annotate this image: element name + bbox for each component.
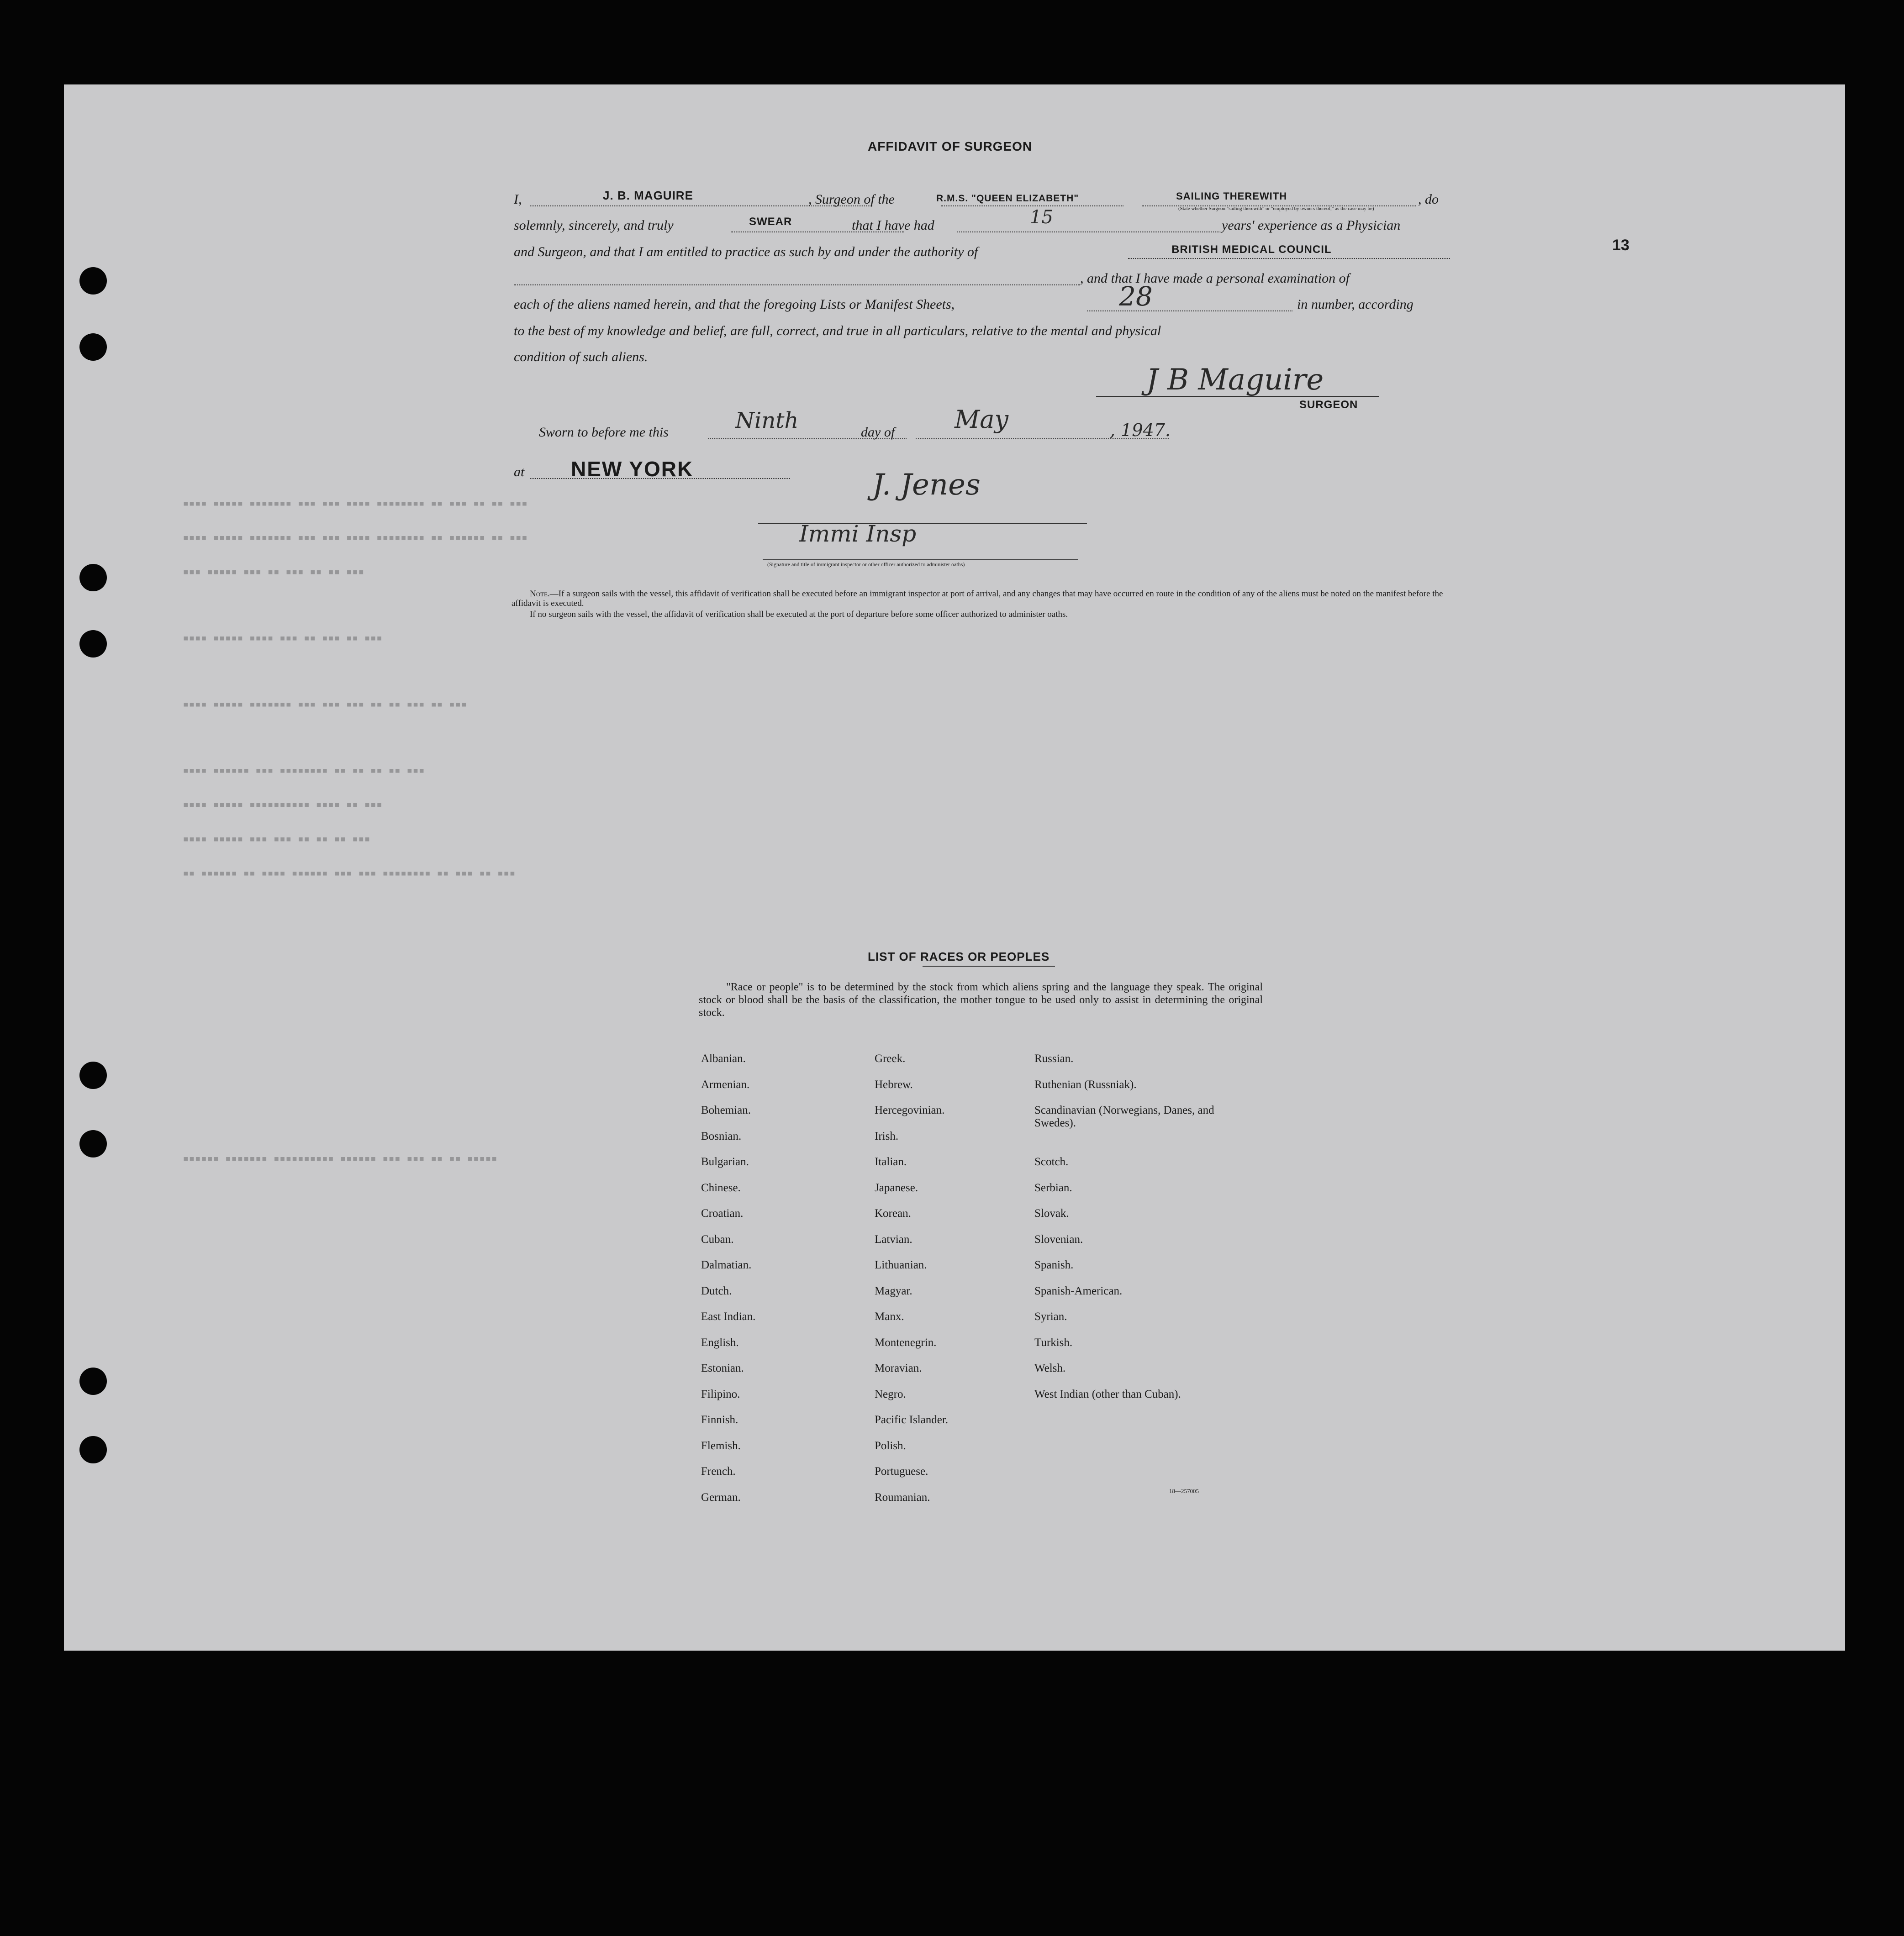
race-item: Chinese. (701, 1181, 741, 1194)
punch-hole (79, 267, 107, 295)
race-item: Filipino. (701, 1388, 740, 1400)
race-item: Latvian. (875, 1233, 912, 1246)
race-item: Hebrew. (875, 1078, 913, 1091)
sailing-note: (State whether Surgeon "sailing therewith" or "employed by owners thereof," as the case may be) (1178, 206, 1374, 211)
punch-hole (79, 1130, 107, 1157)
race-item: English. (701, 1336, 739, 1349)
punch-hole (79, 1368, 107, 1395)
race-item: East Indian. (701, 1310, 756, 1323)
form-number: 18—257005 (1169, 1488, 1199, 1494)
line4-text: , and that I have made a personal examination of (1080, 271, 1350, 286)
races-intro: "Race or people" is to be determined by the stock from which aliens spring and the language they speak. The original stock or blood shall be the basis of the classification, the mother tongue to be used only to assist in determining the original stock. (699, 981, 1263, 1019)
race-item: Estonian. (701, 1362, 744, 1374)
race-item: Spanish-American. (1034, 1284, 1123, 1297)
affidavit-title: AFFIDAVIT OF SURGEON (868, 139, 1033, 153)
sworn-day: Ninth (735, 408, 799, 433)
race-item: Manx. (875, 1310, 904, 1323)
race-item: Spanish. (1034, 1259, 1074, 1271)
race-item: Finnish. (701, 1414, 738, 1426)
race-item: Greek. (875, 1052, 906, 1065)
note-label: Note. (530, 589, 550, 599)
years-line (957, 231, 1219, 232)
race-item: Japanese. (875, 1181, 918, 1194)
race-item: Moravian. (875, 1362, 922, 1374)
officer-caption: (Signature and title of immigrant inspector or other officer authorized to administer oaths) (767, 561, 965, 568)
punch-hole (79, 333, 107, 361)
race-item: Croatian. (701, 1207, 744, 1220)
race-item: Hercegovinian. (875, 1104, 945, 1116)
oath-word: SWEAR (749, 216, 792, 228)
line7-text: condition of such aliens. (514, 349, 648, 364)
punch-hole (79, 1062, 107, 1089)
note-text-1: —If a surgeon sails with the vessel, this affidavit of verification shall be executed before an immigrant inspector at port of arrival, and any changes that may have occurred en route in the condition of any of the aliens must be noted on the manifest before the affidavit is executed. (512, 589, 1443, 608)
race-item: Irish. (875, 1130, 899, 1142)
race-item: Welsh. (1034, 1362, 1066, 1374)
label-surgeon-of-the: , Surgeon of the (808, 192, 895, 207)
punch-hole (79, 630, 107, 658)
note-paragraph-1 (512, 589, 1461, 608)
line2-text-c: years' experience as a Physician (1222, 218, 1401, 233)
race-item: Turkish. (1034, 1336, 1073, 1349)
races-title: LIST OF RACES OR PEOPLES (868, 950, 1050, 963)
race-item: Dutch. (701, 1284, 732, 1297)
race-item: German. (701, 1491, 741, 1504)
race-item: French. (701, 1465, 736, 1478)
race-item: Slovak. (1034, 1207, 1069, 1220)
race-item: Pacific Islander. (875, 1414, 949, 1426)
sworn-text-a: Sworn to before me this (539, 425, 669, 440)
place-value: NEW YORK (571, 457, 694, 481)
years-value: 15 (1030, 207, 1053, 228)
race-item: Slovenian. (1034, 1233, 1083, 1246)
line2-text-a: solemnly, sincerely, and truly (514, 218, 674, 233)
race-item: Roumanian. (875, 1491, 930, 1504)
race-item: Lithuanian. (875, 1259, 927, 1271)
surgeon-signature: J B Maguire (1146, 363, 1324, 397)
officer-line-2 (763, 559, 1078, 560)
race-item: Bohemian. (701, 1104, 751, 1116)
officer-title: Immi Insp (799, 521, 917, 547)
race-item: Ruthenian (Russniak). (1034, 1078, 1137, 1091)
race-item: Russian. (1034, 1052, 1074, 1065)
line6-text: to the best of my knowledge and belief, are full, correct, and true in all particulars, relative to the mental and physical (514, 323, 1161, 338)
race-item: Portuguese. (875, 1465, 928, 1478)
race-item: West Indian (other than Cuban). (1034, 1388, 1181, 1400)
race-item: Armenian. (701, 1078, 750, 1091)
line5-text-a: each of the aliens named herein, and that the foregoing Lists or Manifest Sheets, (514, 297, 955, 312)
race-item: Scandinavian (Norwegians, Danes, and Swedes). (1034, 1104, 1214, 1129)
race-item: Syrian. (1034, 1310, 1067, 1323)
authority-line (1128, 258, 1450, 259)
race-item: Korean. (875, 1207, 911, 1220)
note-text-2: If no surgeon sails with the vessel, the affidavit of verification shall be executed at the port of departure before some officer authorized to administer oaths. (530, 610, 1068, 619)
race-item: Polish. (875, 1439, 906, 1452)
authority-value: BRITISH MEDICAL COUNCIL (1171, 243, 1332, 256)
line3-text: and Surgeon, and that I am entitled to practice as such by and under the authority of (514, 244, 978, 259)
label-i: I, (514, 192, 522, 207)
races-title-underline (923, 966, 1055, 967)
race-item: Magyar. (875, 1284, 912, 1297)
sheets-value: 28 (1119, 281, 1153, 312)
sailing-status: SAILING THEREWITH (1176, 190, 1287, 202)
officer-signature: J. Jenes (872, 468, 981, 502)
race-item: Scotch. (1034, 1156, 1069, 1168)
sheets-line (1087, 310, 1292, 311)
page-number: 13 (1612, 237, 1630, 254)
blank-line (514, 284, 1080, 285)
punch-hole (79, 564, 107, 591)
label-at: at (514, 464, 525, 479)
sworn-text-b: day of (861, 425, 895, 440)
race-item: Negro. (875, 1388, 906, 1400)
race-item: Dalmatian. (701, 1259, 752, 1271)
sworn-year: , 1947. (1110, 420, 1171, 440)
race-item: Montenegrin. (875, 1336, 937, 1349)
line5-text-b: in number, according (1297, 297, 1413, 312)
sworn-month: May (955, 405, 1008, 434)
vessel-line (941, 205, 1123, 206)
surgeon-name: J. B. MAGUIRE (603, 189, 693, 202)
race-item: Flemish. (701, 1439, 741, 1452)
label-do: , do (1418, 192, 1439, 207)
race-item: Bulgarian. (701, 1156, 749, 1168)
line2-text-b: that I have had (852, 218, 934, 233)
race-item: Italian. (875, 1156, 907, 1168)
race-item: Cuban. (701, 1233, 734, 1246)
race-item: Albanian. (701, 1052, 746, 1065)
document-page: ▪▪▪▪ ▪▪▪▪▪ ▪▪▪▪▪▪▪ ▪▪▪ ▪▪▪ ▪▪▪▪ ▪▪▪▪▪▪▪▪ ▪▪ ▪▪▪ ▪▪ ▪▪ ▪▪▪ ▪▪▪▪ ▪▪▪▪▪ ▪▪▪▪▪▪▪ ▪▪▪ ▪▪▪ ▪▪▪▪ ▪▪▪▪▪▪▪▪ ▪▪ ▪▪▪▪▪▪ ▪▪ ▪▪▪ ▪▪▪ ▪▪▪▪▪ ▪▪▪ ▪▪ ▪▪▪ ▪▪ ▪▪ ▪▪▪ ▪▪▪▪ ▪▪▪▪▪ ▪▪▪▪ ▪▪▪ ▪▪ ▪▪▪ ▪▪ ▪▪▪ ▪▪▪▪ ▪▪▪▪▪ ▪▪▪▪▪▪▪ ▪▪▪ ▪▪▪ ▪▪▪ ▪▪ ▪▪ ▪▪▪ ▪▪ ▪▪▪ ▪▪▪▪ ▪▪▪▪▪▪ ▪▪▪ ▪▪▪▪▪▪▪▪ ▪▪ ▪▪ ▪▪ ▪▪ ▪▪▪ ▪▪▪▪ ▪▪▪▪▪ ▪▪▪▪▪▪▪▪▪▪ ▪▪▪▪ ▪▪ ▪▪▪ ▪▪▪▪ ▪▪▪▪▪ ▪▪▪ ▪▪▪ ▪▪ ▪▪ ▪▪ ▪▪▪ ▪▪ ▪▪▪▪▪▪ ▪▪ ▪▪▪▪ ▪▪▪▪▪▪ ▪▪▪ ▪▪▪ ▪▪▪▪▪▪▪▪ ▪▪ ▪▪▪ ▪▪ ▪▪▪ ▪▪▪▪▪▪ ▪▪▪▪▪▪▪ ▪▪▪▪▪▪▪▪▪▪ ▪▪▪▪▪▪ ▪▪▪ ▪▪▪ ▪▪ ▪▪ ▪▪▪▪▪ AFFIDAVIT OF SURGEON 13 I, J. B. MAGUIRE , Surgeon of the R.M.S. "QUEEN ELIZABETH" SAILING THEREWITH (State whether Surgeon "sailing therewith" or "employed by owners thereof," as the case may be) , do solemnly, sincerely, and truly SWEAR that I have had 15 years' experience as a Physician and Surgeon, and that I am entitled to practice as such by and under the authority of BRITISH MEDICAL COUNCIL , and that I have made a personal examination of each of the aliens named herein, and that the foregoing Lists or Manifest Sheets, 28 in number, according to the best of my knowledge and belief, are full, correct, and true in all particulars, relative to the mental and physical condition of such aliens. J B Maguire SURGEON Sworn to before me this Ninth day of May , 1947. at NEW YORK J. Jenes Immi Insp (Signature and title of immigrant inspector or other officer authorized to administer oaths) Note.—If a surgeon sails with the vessel, this affidavit of verification shall be executed before an immigrant inspector at port of arrival, and any changes that may have occurred en route in the condition of any of the aliens must be noted on the manifest before the affidavit is executed. If no surgeon sails with the vessel, the affidavit of verification shall be executed at the port of departure before some officer authorized to administer oaths. LIST OF RACES OR PEOPLES "Race or people" is to be determined by the stock from which aliens spring and the language they speak. The original stock or blood shall be the basis of the classification, the mother tongue to be used only to assist in determining the original stock. Albanian. Armenian. Bohemian. Bosnian. Bulgarian. Chinese. Croatian. Cuban. Dalmatian. Dutch. East Indian. English. Estonian. Filipino. Finnish. Flemish. French. German. Greek. Hebrew. Hercegovinian. Irish. Italian. Japanese. Korean. Latvian. Lithuanian. Magyar. Manx. Montenegrin. Moravian. Negro. Pacific Islander. Polish. Portuguese. Roumanian. Russian. Ruthenian (Russniak). Scandinavian (Norwegians, Danes, and Swedes). Scotch. Serbian. Slovak. Slovenian. Spanish. Spanish-American. Syrian. Turkish. Welsh. West Indian (other than Cuban). 18—257005 (64, 84, 1845, 1651)
punch-hole (79, 1436, 107, 1463)
race-item: Bosnian. (701, 1130, 742, 1142)
vessel-name: R.M.S. "QUEEN ELIZABETH" (936, 193, 1079, 204)
surgeon-label: SURGEON (1299, 399, 1358, 411)
signature-line (1096, 396, 1379, 397)
race-item: Serbian. (1034, 1181, 1072, 1194)
